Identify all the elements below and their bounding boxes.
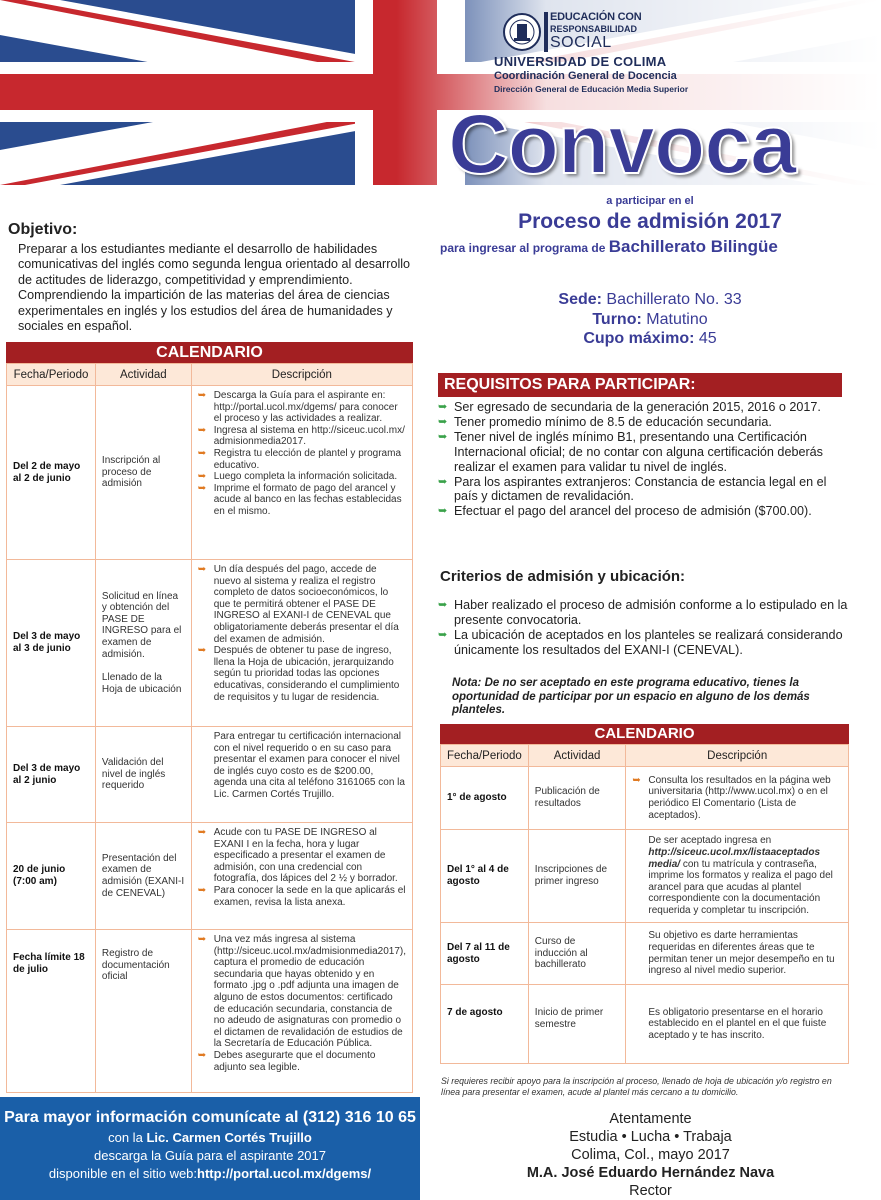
list-item: ➥ Una vez más ingresa al sistema (http://siceuc.ucol.mx/admisionmedia2017), captura el promedio de educación secundaria que hayas obtenido y en formato .jpg o .pdf adjunta una imagen de alguno de estos documentos: certificado de educación secundaria, constancia de no adeudo de asignaturas con promedio o el dictamen de revalidación de estudios de la Secretaría de Educación Pública. bbox=[198, 934, 406, 1050]
fecha-cell: Fecha límite 18 de julio bbox=[7, 930, 96, 1093]
descripcion-post: con tu matrícula y contraseña, imprime los formatos y realiza el pago del arancel para que acudas al plantel correspondiente con la documentación requerida y completar tu inscripción. bbox=[648, 858, 833, 916]
actividad-text: Solicitud en línea y obtención del PASE DE INGRESO para el examen de admisión. bbox=[101, 590, 182, 660]
descripcion-cell bbox=[626, 985, 849, 1064]
list-item: ➥ Tener nivel de inglés mínimo B1, presentando una Certificación Internacional oficial; de no contar con alguna certificación deberás realizar el examen para validar tu nivel de inglés. bbox=[438, 430, 848, 475]
table-row bbox=[441, 767, 849, 830]
logo-text-responsabilidad: RESPONSABILIDAD bbox=[550, 24, 638, 34]
logo-text-social: SOCIAL bbox=[550, 34, 612, 51]
signature-motto: Estudia • Lucha • Trabaja bbox=[569, 1129, 732, 1145]
university-name: UNIVERSIDAD DE COLIMA bbox=[494, 54, 667, 69]
logo-divider bbox=[544, 12, 548, 52]
cupo-label: Cupo máximo: bbox=[583, 330, 695, 347]
program-prefix: para ingresar al programa de bbox=[440, 241, 606, 255]
col-header: Fecha/Periodo bbox=[441, 745, 529, 767]
actividad-cell: Curso de inducción al bachillerato bbox=[528, 923, 626, 985]
list-item: ➥ Un día después del pago, accede de nuevo al sistema y realiza el registro completo de datos socioeconómicos, lo que te permitirá obtener el PASE DE INGRESO al EXANI-I de CENEVAL que obligatoriamente deberás presentar el día del examen de admisión. bbox=[198, 564, 406, 645]
table-row bbox=[441, 923, 849, 985]
criterios-list bbox=[438, 598, 848, 658]
calendario2-table bbox=[440, 744, 849, 1064]
fecha-cell: Del 7 al 11 de agosto bbox=[441, 923, 529, 985]
objetivo-text: Preparar a los estudiantes mediante el desarrollo de habilidades comunicativas del inglés como segunda lengua orientado al desarrollo de actitudes de liderazgo, competitividad y emprendimiento. Comprendiendo la impartición de las materias del área de ciencias experimentales en inglés y los estudios del área de humanidades y sociales en español. bbox=[18, 242, 411, 334]
descripcion-cell bbox=[626, 830, 849, 923]
actividad-cell: Inicio de primer semestre bbox=[528, 985, 626, 1064]
footer-phone: (312) 316 10 65 bbox=[302, 1109, 416, 1126]
lista-aceptados-link[interactable]: http://siceuc.ucol.mx/listaaceptados media/ bbox=[648, 847, 821, 870]
fecha-cell: Del 2 de mayo al 2 de junio bbox=[7, 386, 96, 560]
table-row bbox=[7, 727, 413, 823]
col-header: Actividad bbox=[95, 364, 191, 386]
fecha-cell: 1° de agosto bbox=[441, 767, 529, 830]
actividad-cell: Validación del nivel de inglés requerido bbox=[95, 727, 191, 823]
actividad-cell: Inscripciones de primer ingreso bbox=[528, 830, 626, 923]
program-name: Bachillerato Bilingüe bbox=[608, 237, 778, 256]
col-header: Descripción bbox=[191, 364, 412, 386]
signature-role: Rector bbox=[629, 1183, 672, 1199]
nota-text: Nota: De no ser aceptado en este programa educativo, tienes la oportunidad de participar por un espacio en alguno de los demás planteles. bbox=[452, 677, 810, 717]
footer-contact: Lic. Carmen Cortés Trujillo bbox=[146, 1130, 312, 1145]
footer-prefix: Para mayor información comunícate al bbox=[4, 1109, 299, 1126]
fecha-cell: 20 de junio (7:00 am) bbox=[7, 823, 96, 930]
cupo-value: 45 bbox=[698, 330, 717, 347]
objetivo-heading: Objetivo: bbox=[8, 221, 78, 238]
list-item: ➥ Ser egresado de secundaria de la generación 2015, 2016 o 2017. bbox=[438, 400, 848, 415]
table-row bbox=[441, 985, 849, 1064]
signature-name: M.A. José Eduardo Hernández Nava bbox=[526, 1165, 775, 1181]
requisitos-list bbox=[438, 400, 848, 519]
list-item: ➥ Después de obtener tu pase de ingreso, llena la Hoja de ubicación, jerarquizando según tu prioridad todas las opciones educativas, considerando el cumplimiento de requisitos y tu lugar de residencia. bbox=[198, 645, 406, 703]
table-row bbox=[7, 930, 413, 1093]
participar-text: a participar en el bbox=[606, 195, 694, 207]
calendario1-title: CALENDARIO bbox=[6, 342, 413, 363]
apoyo-note: Si requieres recibir apoyo para la inscripción al proceso, llenado de hoja de ubicación y/o registro en línea para presentar el examen, acude al plantel más cercano a tu domicilio. bbox=[441, 1076, 832, 1097]
turno-label: Turno: bbox=[592, 310, 642, 328]
list-item: ➥ Efectuar el pago del arancel del proceso de admisión ($700.00). bbox=[438, 504, 848, 519]
footer-prefix-2: con la bbox=[108, 1130, 143, 1145]
actividad-cell: Inscripción al proceso de admisión bbox=[95, 386, 191, 560]
info-footer bbox=[0, 1097, 420, 1200]
table-row bbox=[7, 823, 413, 930]
descripcion-cell bbox=[191, 823, 412, 930]
proceso-title: Proceso de admisión 2017 bbox=[518, 210, 782, 233]
footer-line-2 bbox=[0, 1130, 420, 1145]
program-line bbox=[440, 237, 880, 257]
footer-prefix-4: disponible en el sitio web: bbox=[48, 1166, 198, 1181]
sede-value: Bachillerato No. 33 bbox=[606, 291, 742, 308]
list-item: ➥ Imprime el formato de pago del arancel y acude al banco en las fechas establecidas en el mismo. bbox=[198, 483, 406, 518]
calendario2-title: CALENDARIO bbox=[440, 724, 849, 744]
actividad-cell: Registro de documentación oficial bbox=[95, 930, 191, 1093]
fecha-cell: 7 de agosto bbox=[441, 985, 529, 1064]
list-item: ➥ Consulta los resultados en la página web universitaria (http://www.ucol.mx) o en el periódico El Comentario (Lista de aceptados). bbox=[632, 775, 842, 821]
descripcion-text: Su objetivo es darte herramientas requeridas en diferentes áreas que te permitan tener un mejor desempeño en tu ingreso al nivel medio superior. bbox=[648, 930, 835, 977]
col-header: Actividad bbox=[528, 745, 626, 767]
convoca-title: Convoca bbox=[448, 97, 796, 191]
signature-block bbox=[420, 1110, 881, 1200]
footer-line-3: descarga la Guía para el aspirante 2017 bbox=[94, 1148, 326, 1163]
list-item: ➥ Debes asegurarte que el documento adjunto sea legible. bbox=[198, 1050, 406, 1073]
calendario1-table bbox=[6, 363, 413, 1093]
descripcion-text: Es obligatorio presentarse en el horario establecido en el plantel en el que fuiste aceptado y te has inscrito. bbox=[648, 1006, 827, 1041]
descripcion-text: Para entregar tu certificación internacional con el nivel requerido o en su caso para presentar el examen para conocer el nivel de inglés cuyo costo es de $200.00, agenda una cita al teléfono 3161065 con la Lic. Carmen Cortés Trujillo. bbox=[213, 731, 405, 800]
signature-place-date: Colima, Col., mayo 2017 bbox=[571, 1147, 730, 1163]
list-item: ➥ Registra tu elección de plantel y programa educativo. bbox=[198, 448, 406, 471]
table-header-row bbox=[441, 745, 849, 767]
turno-value: Matutino bbox=[646, 310, 708, 328]
actividad-text-2: Llenado de la Hoja de ubicación bbox=[101, 672, 182, 695]
logo-text-education: EDUCACIÓN CON bbox=[550, 11, 642, 23]
list-item: ➥ Haber realizado el proceso de admisión conforme a lo estipulado en la presente convocatoria. bbox=[438, 598, 848, 628]
list-item: ➥ Para los aspirantes extranjeros: Constancia de estancia legal en el país y dictamen de revalidación. bbox=[438, 475, 848, 505]
footer-line-4 bbox=[0, 1166, 420, 1181]
table-header-row bbox=[7, 364, 413, 386]
fecha-cell: Del 3 de mayo al 3 de junio bbox=[7, 560, 96, 727]
requisitos-title: REQUISITOS PARA PARTICIPAR: bbox=[438, 373, 842, 397]
actividad-cell: Presentación del examen de admisión (EXANI-I de CENEVAL) bbox=[95, 823, 191, 930]
list-item: ➥ Descarga la Guía para el aspirante en: http://portal.ucol.mx/dgems/ para conocer el proceso y las actividades a realizar. bbox=[198, 390, 406, 425]
footer-url-link[interactable]: http://portal.ucol.mx/dgems/ bbox=[197, 1166, 372, 1181]
descripcion-cell bbox=[626, 767, 849, 830]
university-seal-icon bbox=[502, 12, 542, 52]
table-row bbox=[441, 830, 849, 923]
list-item: ➥ Para conocer la sede en la que aplicarás el examen, revisa la lista anexa. bbox=[198, 885, 406, 908]
descripcion-cell bbox=[626, 923, 849, 985]
descripcion-cell bbox=[191, 727, 412, 823]
actividad-cell bbox=[95, 560, 191, 727]
footer-line-1 bbox=[0, 1109, 420, 1127]
descripcion-cell bbox=[191, 560, 412, 727]
direccion-text: Dirección General de Educación Media Superior bbox=[494, 84, 689, 94]
coordinacion-text: Coordinación General de Docencia bbox=[494, 70, 677, 82]
list-item: ➥ Acude con tu PASE DE INGRESO al EXANI I en la fecha, hora y lugar especificado a presentar el examen de admisión, con una credencial con fotografía, dos lápices del 2 ½ y borrador. bbox=[198, 827, 406, 885]
list-item: ➥ Ingresa al sistema en http://siceuc.ucol.mx/ admisionmedia2017. bbox=[198, 425, 406, 448]
table-row bbox=[7, 560, 413, 727]
descripcion-cell bbox=[191, 930, 412, 1093]
sede-block bbox=[420, 290, 880, 349]
list-item: ➥ Luego completa la información solicitada. bbox=[198, 471, 406, 483]
col-header: Fecha/Periodo bbox=[7, 364, 96, 386]
list-item: ➥ Tener promedio mínimo de 8.5 de educación secundaria. bbox=[438, 415, 848, 430]
descripcion-pre: De ser aceptado ingresa en bbox=[648, 835, 772, 847]
sede-label: Sede: bbox=[558, 291, 602, 308]
list-item: ➥ La ubicación de aceptados en los planteles se realizará considerando únicamente los resultados del EXANI-I (CENEVAL). bbox=[438, 628, 848, 658]
actividad-cell: Publicación de resultados bbox=[528, 767, 626, 830]
fecha-cell: Del 1° al 4 de agosto bbox=[441, 830, 529, 923]
signature-line-1: Atentamente bbox=[609, 1111, 692, 1127]
university-logo bbox=[492, 8, 792, 70]
fecha-cell: Del 3 de mayo al 2 junio bbox=[7, 727, 96, 823]
col-header: Descripción bbox=[626, 745, 849, 767]
table-row bbox=[7, 386, 413, 560]
criterios-title: Criterios de admisión y ubicación: bbox=[440, 568, 686, 585]
descripcion-cell bbox=[191, 386, 412, 560]
